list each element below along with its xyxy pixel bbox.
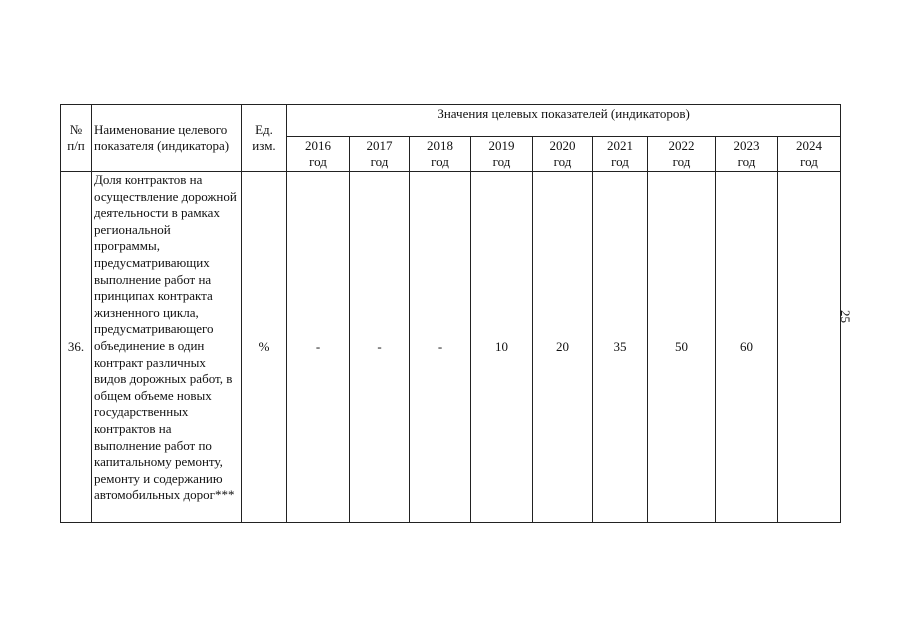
header-year-suffix: год bbox=[737, 154, 756, 169]
header-year-value: 2022 bbox=[668, 138, 695, 153]
header-year-suffix: год bbox=[492, 154, 511, 169]
header-year-suffix: год bbox=[611, 154, 629, 169]
row-value-2020: 20 bbox=[533, 172, 593, 523]
header-values-group bbox=[287, 105, 841, 137]
header-year-value: 2024 bbox=[796, 138, 823, 153]
header-number bbox=[61, 105, 92, 172]
table-body bbox=[61, 172, 841, 523]
row-indicator-name: Доля контрактов на осуществление дорожной деятельности в рамках региональной программы, предусматривающих выполнение работ на принципах контракта жизненного цикла, предусматривающего объединение в один контракт различных видов дорожных работ, в общем объеме новых государственных контрактов на выполнение работ по капитальному ремонту, ремонту и содержанию автомобильных дорог*** bbox=[92, 172, 242, 523]
row-value-2016: - bbox=[287, 172, 350, 523]
row-value-2023: 60 bbox=[716, 172, 778, 523]
header-year-value: 2018 bbox=[427, 138, 453, 153]
header-unit-label: Ед. изм. bbox=[252, 122, 276, 153]
header-year-suffix: год bbox=[553, 154, 572, 169]
row-value-2018: - bbox=[410, 172, 471, 523]
header-year-value: 2017 bbox=[366, 138, 393, 153]
header-year-2020 bbox=[533, 137, 593, 172]
header-year-value: 2023 bbox=[733, 138, 760, 153]
header-year-value: 2020 bbox=[549, 138, 576, 153]
header-name-label: Наименование целевого показателя (индикатора) bbox=[94, 122, 230, 153]
header-number-label: № п/п bbox=[67, 122, 85, 153]
header-year-2016 bbox=[287, 137, 350, 172]
header-year-value: 2019 bbox=[488, 138, 515, 153]
indicators-table bbox=[60, 104, 841, 523]
row-value-2017: - bbox=[350, 172, 410, 523]
header-year-suffix: год bbox=[309, 154, 327, 169]
header-year-suffix: год bbox=[431, 154, 449, 169]
row-value-2024 bbox=[778, 172, 841, 523]
header-year-value: 2021 bbox=[607, 138, 633, 153]
row-number: 36. bbox=[61, 172, 92, 523]
header-year-2021 bbox=[593, 137, 648, 172]
header-year-2024 bbox=[778, 137, 841, 172]
header-year-2023 bbox=[716, 137, 778, 172]
header-year-2019 bbox=[471, 137, 533, 172]
header-values-group-label: Значения целевых показателей (индикаторов) bbox=[437, 106, 690, 121]
header-unit bbox=[242, 105, 287, 172]
header-year-2017 bbox=[350, 137, 410, 172]
header-year-2022 bbox=[648, 137, 716, 172]
page-number: 25 bbox=[838, 310, 853, 323]
header-year-suffix: год bbox=[800, 154, 818, 169]
header-year-suffix: год bbox=[370, 154, 389, 169]
header-year-value: 2016 bbox=[305, 138, 331, 153]
table-row bbox=[61, 172, 841, 523]
row-unit: % bbox=[242, 172, 287, 523]
header-name bbox=[92, 105, 242, 172]
row-value-2019: 10 bbox=[471, 172, 533, 523]
header-year-suffix: год bbox=[672, 154, 691, 169]
row-value-2022: 50 bbox=[648, 172, 716, 523]
header-year-2018 bbox=[410, 137, 471, 172]
row-value-2021: 35 bbox=[593, 172, 648, 523]
